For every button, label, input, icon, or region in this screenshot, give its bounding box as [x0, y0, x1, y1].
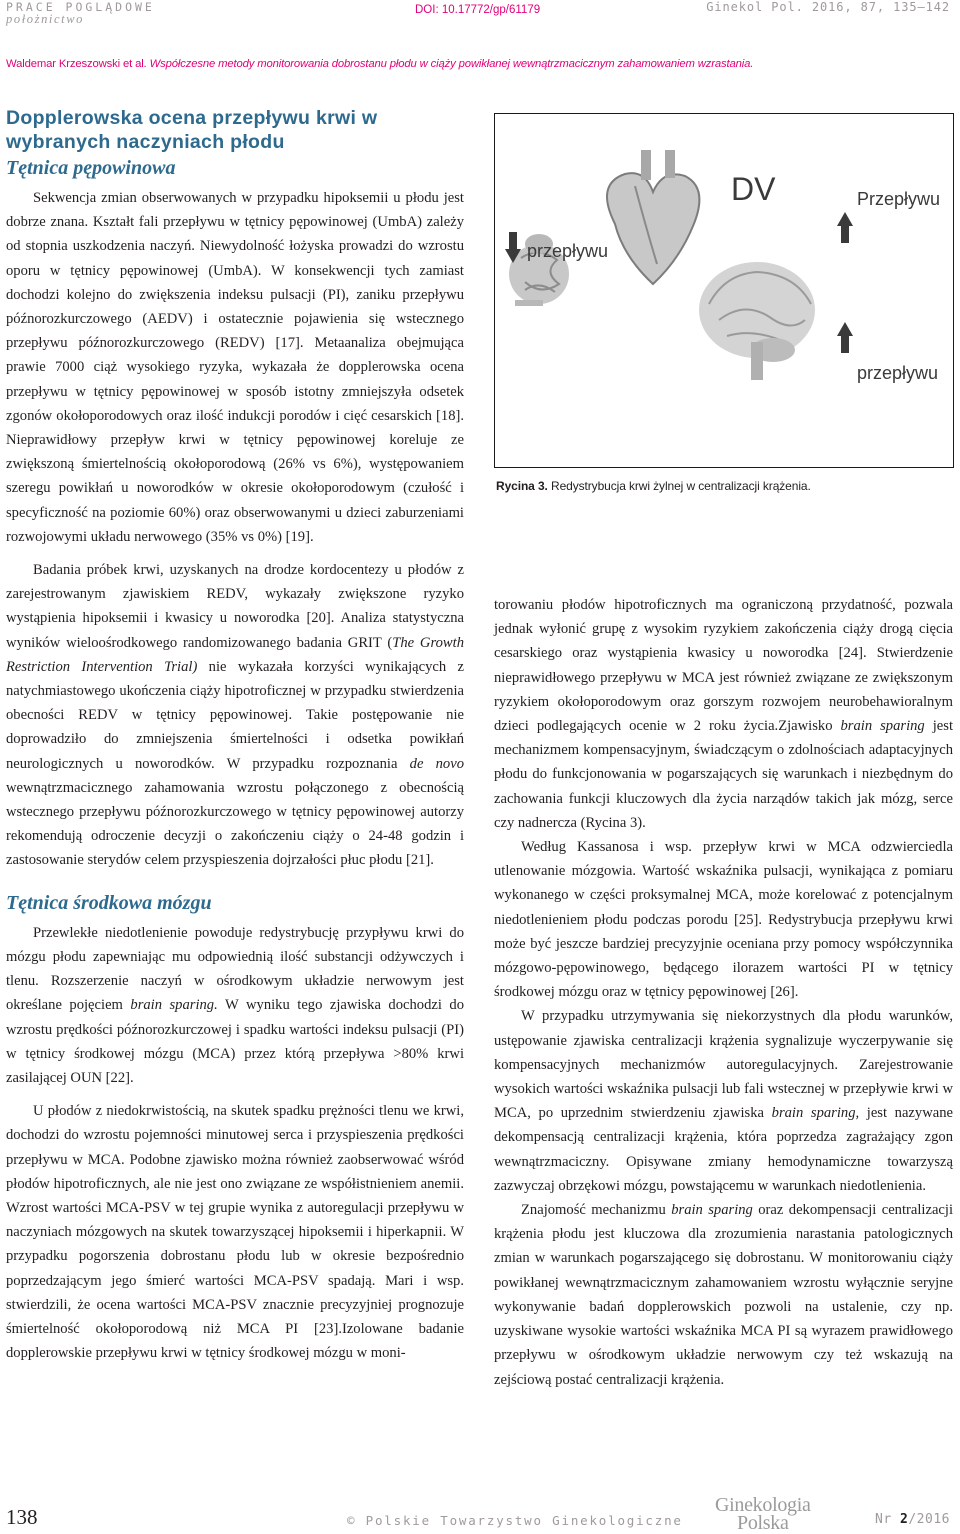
- page-number: 138: [6, 1505, 38, 1529]
- subheading-middle-cerebral-artery: Tętnica środkowa mózgu: [6, 891, 212, 914]
- issue-number: Nr 2/2016: [875, 1512, 950, 1527]
- caption-text: Redystrybucja krwi żylnej w centralizacji krążenia.: [551, 479, 811, 493]
- heart-icon: [607, 150, 699, 284]
- label-dv: DV: [731, 171, 776, 207]
- figure-caption: [496, 479, 811, 493]
- paragraph: Znajomość mechanizmu brain sparing oraz dekompensacji centralizacji krążenia płodu jest kluczowa dla zrozumienia narastania patologicznych zmian w warunkach pogarszającego się dobrostanu. W monitorowaniu ciąży powikłanej wewnątrzmacicznym zahamowaniem wzrostu wyłącznie seryjne wykonywanie badań dopplerowskich pozwoli na ustalenie, czy np. uzyskiwane wysokie wartości wskaźnika MCA PI są wyrazem prawidłowego przepływu w ośrodkowym układzie nerwowym czy też wskazują na zejściową postać centralizacji krążenia.: [494, 1202, 954, 1388]
- paragraph: W przypadku utrzymywania się niekorzystnych dla płodu warunków, ustępowanie zjawiska centralizacji krążenia sygnalizuje wyczerpywanie się kompensacyjnych mechanizmów autoregulacyjnych. Zarejestrowanie wysokich wartości wskaźnika pulsacji lub fali wstecznej w przepływie krwi w MCA, po uprzednim stwierdzeniu zjawiska brain sparing, jest nazywane dekompensacją centralizacji krążenia, która poprzedza zagrażający zgon wewnątrzmaciczny. Opisywane zmiany hemodynamiczne towarzyszą zazwyczaj obrzękowi mózgu, powstającemu w warunkach niedotlenienia.: [494, 1008, 953, 1194]
- paragraph: Przewlekłe niedotlenienie powoduje redystrybucję przypływu krwi do mózgu płodu zapewniając mu odpowiednią ilość substancji odżywczych i tlenu. Rozszerzenie naczyń w ośrodkowym układzie nerwowym jest określane pojęciem brain sparing. W wyniku tego zjawiska dochodzi do wzrostu prędkości późnorozkurczowej i spadku wartości indeksu pulsacji (PI) w tętnicy środkowej mózgu (MCA) przez którą przepływa >80% krwi zasilającej OUN [22].: [6, 924, 464, 1086]
- section-label: PRACE POGLĄDOWE: [6, 0, 155, 14]
- running-header: [6, 58, 753, 70]
- running-authors: Waldemar Krzeszowski et al.: [6, 58, 147, 70]
- section-heading: Dopplerowska ocena przepływu krwi w wybranych naczyniach płodu: [6, 107, 378, 153]
- copyright: © Polskie Towarzystwo Ginekologiczne: [347, 1513, 683, 1528]
- arrow-up-icon: [837, 322, 853, 353]
- paragraph: Według Kassanosa i wsp. przepływ krwi w MCA odzwierciedla utlenowanie mózgowia. Wartość wskaźnika pulsacji, wynikająca z pomiaru wykonanego w części proksymalnej MCA, może korelować z potencjalnym niedotlenieniem płodu podczas porodu [25]. Redystrybucja przepływu krwi może być jeszcze bardziej precyzyjnie oceniana przy pomocy współczynnika mózgowo-pępowinowego, będącego ilorazem wartości PI w tętnicy środkowej mózgu oraz w tętnicy pępowinowej [26].: [494, 839, 953, 1001]
- paragraph: Badania próbek krwi, uzyskanych na drodze kordocentezy u płodów z zarejestrowanym zjawiskiem REDV, wykazały zwiększone ryzyko wystąpienia hipoksemii i kwasicy u noworodka [20]. Analiza statystyczna wyników wieloośrodkowego randomizowanego badania GRIT (The Growth Restriction Intervention Trial) nie wykazała korzyści wynikających z natychmiastowego ukończenia ciąży hipotroficznej w przypadku stwierdzenia obecności REDV w tętnicy pępowinowej. Takie postępowanie nie doprowadziło do zmniejszenia śmiertelności i odsetka powikłań neurologicznych u noworodków. W przypadku rozpoznania de novo wewnątrzmacicznego zahamowania wzrostu połączonego z obecnością wstecznego przepływu późnorozkurczowego w tętnicy pępowinowej autorzy rekomendują odroczenie decyzji o zakończeniu ciąży o 24-48 godzin i zastosowanie sterydów celem przyspieszenia dojrzałości płuc płodu [21].: [6, 562, 465, 869]
- right-column: [494, 593, 953, 1392]
- running-title: Współczesne metody monitorowania dobrostanu płodu w ciąży powikłanej wewnątrzmacicznym zahamowaniem wzrastania.: [149, 58, 754, 70]
- paragraph: U płodów z niedokrwistością, na skutek spadku prężności tlenu we krwi, dochodzi do wzrostu pojemności minutowej serca i przyspieszenia prędkości przepływu w MCA. Podobne zjawisko można również zaobserwować wśród płodów hipotroficznych, ale nie jest ono związane ze współistnieniem anemii. Wzrost wartości MCA-PSV w tej grupie wynika z autoregulacji przepływu w naczyniach mózgowych na skutek towarzyszącej hipoksemii i hiperkapnii. W przypadku pogorszenia dobrostanu płodu lub w okresie bezpośrednio poprzedzającym jego śmierć wartości MCA-PSV spadają. Mari i wsp. stwierdzili, że ocena wartości MCA-PSV znacznie precyzyjniej prognozuje śmiertelność okołoporodową niż MCA PI [23].Izolowane badanie dopplerowskie przepływu krwi w tętnicy środkowej mózgu w moni-: [6, 1103, 464, 1362]
- label-top-right: Przepływu: [857, 189, 941, 209]
- paragraph: Sekwencja zmian obserwowanych w przypadku hipoksemii u płodu jest dobrze znana. Kształt fali przepływu w tętnicy pępowinowej (UmbA) zależy od stopnia uszkodzenia naczyń. Niewydolność łożyska prowadzi do wzrostu oporu w tętnicy pępowinowej (UmbA). W konsekwencji tych zamiast dochodzi kolejno do zwiększenia indeksu pulsacji (PI), zaniku przepływu późnorozkurczowego (AEDV) i ostatecznie pojawienia się wstecznego przepływu późnorozkurczowego (REDV) [17]. Metaanaliza obejmująca prawie 7000 ciąż wysokiego ryzyka, wykazała że dopplerowska ocena przepływu w tętnicy pępowinowej w sposób istotny zmniejszyła odsetek zgonów okołoporodowych oraz ilość indukcji porodów i cięć cesarskich [18]. Nieprawidłowy przepływ krwi w tętnicy pępowinowej koreluje ze zwiększoną śmiertelnością okołoporodową (26% vs 6%), występowaniem szeregu powikłań u noworodków w okresie okołoporodowym (czułość i specyficzność na poziomie 60%) oraz obserwowanymi u dzieci zaburzeniami rozwojowymi układu nerwowego (35% vs 0%) [19].: [6, 190, 464, 545]
- left-column: [6, 106, 464, 1365]
- journal-citation: Ginekol Pol. 2016, 87, 135–142: [706, 0, 950, 14]
- figure-illustration: [495, 114, 952, 466]
- figure-3: [494, 113, 954, 468]
- label-left: przepływu: [527, 241, 609, 261]
- caption-number: Rycina 3.: [496, 479, 548, 493]
- subheading-umbilical-artery: Tętnica pępowinowa: [6, 157, 176, 179]
- arrow-up-icon: [837, 212, 853, 243]
- journal-logo: Ginekologia Polska: [715, 1494, 811, 1534]
- brain-icon: [699, 262, 815, 380]
- subsection-label: położnictwo: [6, 12, 85, 26]
- doi-link[interactable]: DOI: 10.17772/gp/61179: [415, 4, 541, 16]
- label-bottom-right: przepływu: [857, 363, 939, 383]
- paragraph: torowaniu płodów hipotroficznych ma ograniczoną przydatność, pozwala jednak wyłonić grupę z wysokim ryzykiem zakończenia ciąży drogą cięcia cesarskiego oraz wystąpienia kwasicy u noworodka [24]. Stwierdzenie nieprawidłowego przepływu w MCA jest również związane ze zwiększonym ryzykiem okołoporodowym oraz gorszym rozwojem neurobehawioralnym dzieci podlegających ocenie w 2 roku życia.Zjawisko brain sparing jest mechanizmem kompensacyjnym, świadczącym o zdolnościach adaptacyjnych płodu do funkcjonowania w pogarszających się warunkach i niezbędnym do zachowania funkcji kluczowych dla życia narządów takich jak mózg, serce czy nadnercza (Rycina 3).: [494, 597, 953, 831]
